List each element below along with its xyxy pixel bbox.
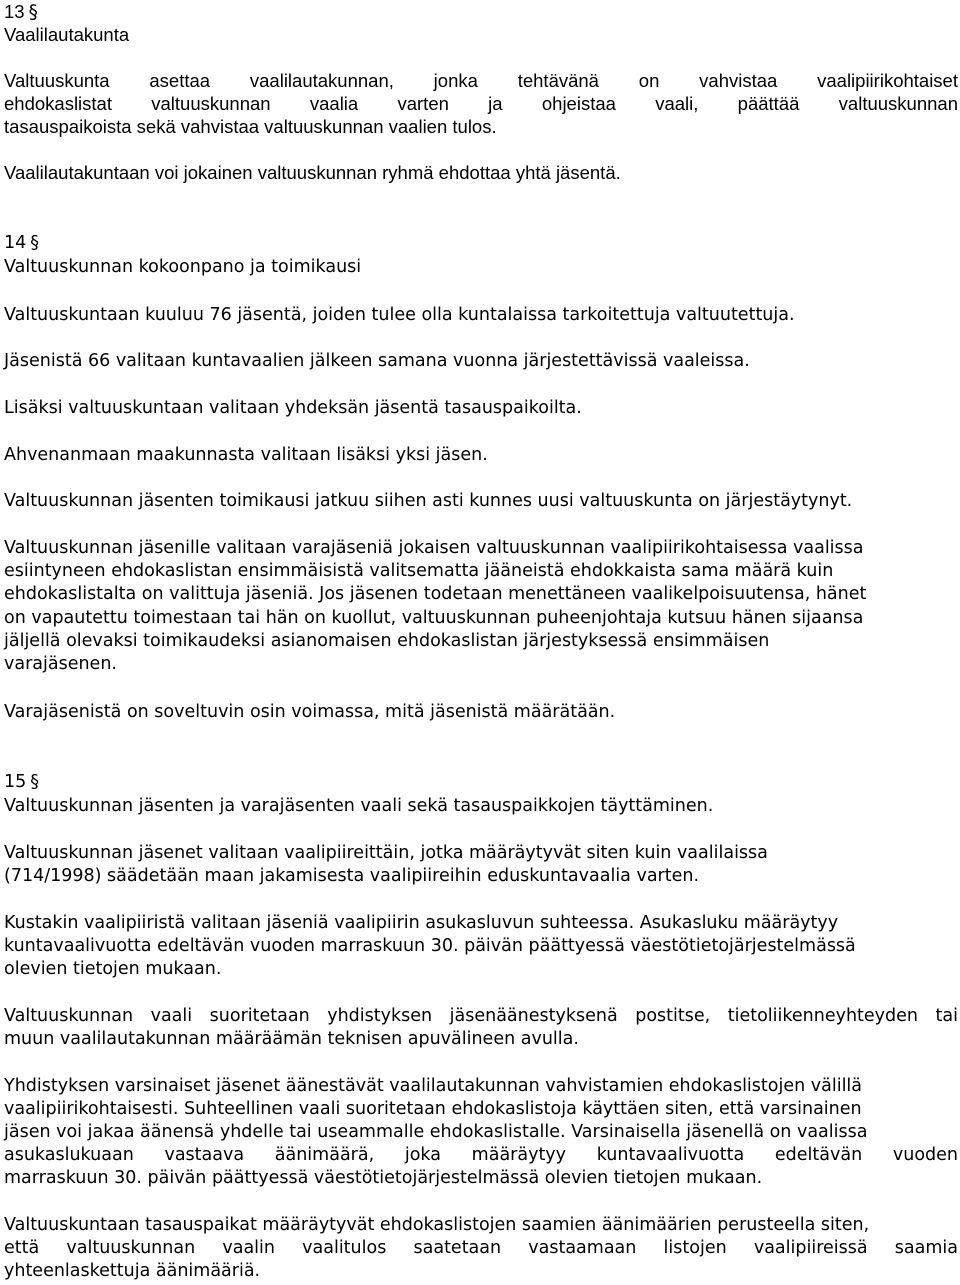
section-14-title: Valtuuskunnan kokoonpano ja toimikausi xyxy=(4,257,362,277)
section-15-paragraph-4-line-5: marraskuun 30. päivän päättyessä väestötietojärjestelmässä olevien tietojen mukaan. xyxy=(4,1168,763,1188)
section-15-paragraph-2-line-3: olevien tietojen mukaan. xyxy=(4,959,222,979)
section-15-paragraph-5-line-2: että valtuuskunnan vaalin vaalitulos saatetaan vastaamaan listojen vaalipiireissä saamia xyxy=(4,1238,958,1258)
section-sign: § xyxy=(30,233,40,253)
section-13-paragraph-1-line-2: ehdokaslistat valtuuskunnan vaalia varten ja ohjeistaa vaali, päättää valtuuskunnan xyxy=(4,93,958,114)
section-13-paragraph-2-line-1: Vaalilautakuntaan voi jokainen valtuuskunnan ryhmä ehdottaa yhtä jäsentä. xyxy=(4,162,621,183)
section-13-heading-number xyxy=(4,0,38,24)
section-15-paragraph-4-line-2: vaalipiirikohtaisesti. Suhteellinen vaali suoritetaan ehdokaslistoja käyttäen siten, että varsinainen xyxy=(4,1099,862,1119)
section-15-paragraph-3-line-1: Valtuuskunnan vaali suoritetaan yhdistyksen jäsenäänestyksenä postitse, tietoliikenneyhteyden tai xyxy=(4,1006,958,1026)
section-13-paragraph-1-line-3: tasauspaikoista sekä vahvistaa valtuuskunnan vaalien tulos. xyxy=(4,116,497,137)
section-15-paragraph-5-line-3: yhteenlaskettuja äänimääriä. xyxy=(4,1261,261,1281)
section-15-heading-number xyxy=(4,771,39,794)
section-15-paragraph-1-line-2: (714/1998) säädetään maan jakamisesta vaalipiireihin eduskuntavaalia varten. xyxy=(4,866,700,886)
section-14-heading-number xyxy=(4,232,39,255)
section-15-paragraph-1-line-1: Valtuuskunnan jäsenet valitaan vaalipiireittäin, jotka määräytyvät siten kuin vaalilaissa xyxy=(4,843,768,863)
section-14-paragraph-2: Jäsenistä 66 valitaan kuntavaalien jälkeen samana vuonna järjestettävissä vaaleissa. xyxy=(4,351,750,371)
section-15-paragraph-5-line-1: Valtuuskuntaan tasauspaikat määräytyvät ehdokaslistojen saamien äänimäärien perusteella siten, xyxy=(4,1215,870,1235)
section-15-paragraph-4-line-4: asukaslukuaan vastaava äänimäärä, joka määräytyy kuntavaalivuotta edeltävän vuoden xyxy=(4,1145,958,1165)
section-14-paragraph-7: Varajäsenistä on soveltuvin osin voimassa, mitä jäsenistä määrätään. xyxy=(4,702,616,722)
section-14-paragraph-6-line-1: Valtuuskunnan jäsenille valitaan varajäseniä jokaisen valtuuskunnan vaalipiirikohtaisessa vaalissa xyxy=(4,538,864,558)
section-sign: § xyxy=(30,772,40,792)
section-number: 15 xyxy=(4,772,27,792)
section-15-paragraph-4-line-3: jäsen voi jakaa äänensä yhdelle tai useammalle ehdokaslistalle. Varsinaisella jäsenellä on vaalissa xyxy=(4,1122,868,1142)
section-14-paragraph-3: Lisäksi valtuuskuntaan valitaan yhdeksän jäsentä tasauspaikoilta. xyxy=(4,398,582,418)
section-14-paragraph-6-line-4: on vapautettu toimestaan tai hän on kuollut, valtuuskunnan puheenjohtaja kutsuu hänen sijaansa xyxy=(4,608,864,628)
section-sign: § xyxy=(28,2,38,23)
section-14-paragraph-4: Ahvenanmaan maakunnasta valitaan lisäksi yksi jäsen. xyxy=(4,445,488,465)
section-13-title: Vaalilautakunta xyxy=(4,24,130,45)
section-14-paragraph-6-line-2: esiintyneen ehdokaslistan ensimmäisistä valitsematta jääneistä ehdokkaista sama määrä kuin xyxy=(4,561,834,581)
section-15-paragraph-4-line-1: Yhdistyksen varsinaiset jäsenet äänestävät vaalilautakunnan vahvistamien ehdokaslistojen välillä xyxy=(4,1076,863,1096)
section-15-paragraph-2-line-2: kuntavaalivuotta edeltävän vuoden marraskuun 30. päivän päättyessä väestötietojärjestelmässä xyxy=(4,936,856,956)
section-number: 13 xyxy=(4,1,25,22)
section-15-paragraph-2-line-1: Kustakin vaalipiiristä valitaan jäseniä vaalipiirin asukasluvun suhteessa. Asukasluku määräytyy xyxy=(4,913,839,933)
section-15-paragraph-3-line-2: muun vaalilautakunnan määräämän teknisen apuvälineen avulla. xyxy=(4,1029,579,1049)
section-14-paragraph-5: Valtuuskunnan jäsenten toimikausi jatkuu siihen asti kunnes uusi valtuuskunta on järjestäytynyt. xyxy=(4,491,853,511)
section-14-paragraph-6-line-5: jäljellä olevaksi toimikaudeksi asianomaisen ehdokaslistan järjestyksessä ensimmäisen xyxy=(4,631,770,651)
section-15-title: Valtuuskunnan jäsenten ja varajäsenten vaali sekä tasauspaikkojen täyttäminen. xyxy=(4,796,714,816)
section-number: 14 xyxy=(4,233,27,253)
section-13-paragraph-1-line-1: Valtuuskunta asettaa vaalilautakunnan, jonka tehtävänä on vahvistaa vaalipiirikohtaiset xyxy=(4,70,958,91)
section-14-paragraph-1: Valtuuskuntaan kuuluu 76 jäsentä, joiden tulee olla kuntalaissa tarkoitettuja valtuutettuja. xyxy=(4,305,795,325)
section-14-paragraph-6-line-3: ehdokaslistalta on valittuja jäseniä. Jos jäsenen todetaan menettäneen vaalikelpoisuutensa, hänet xyxy=(4,584,867,604)
section-14-paragraph-6-line-6: varajäsenen. xyxy=(4,654,117,674)
